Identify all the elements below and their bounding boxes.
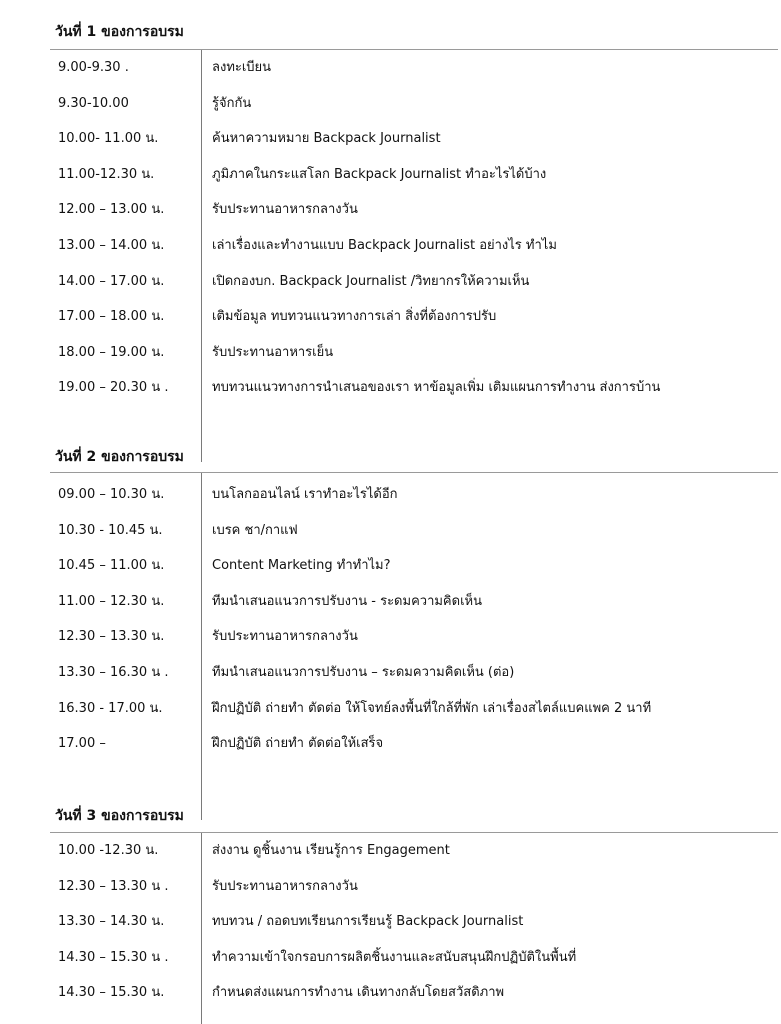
schedule-row xyxy=(0,94,781,114)
time-slot: 10.00- 11.00 น. xyxy=(58,131,159,147)
activity-description: บนโลกออนไลน์ เราทำอะไรได้อีก xyxy=(212,487,398,502)
day-3-divider xyxy=(50,832,778,833)
schedule-row xyxy=(0,378,781,398)
time-slot: 16.30 - 17.00 น. xyxy=(58,700,163,716)
time-slot: 9.00-9.30 . xyxy=(58,60,129,75)
schedule-row xyxy=(0,627,781,647)
schedule-row xyxy=(0,272,781,292)
activity-description: ฝึกปฏิบัติ ถ่ายทำ ตัดต่อ ให้โจทย์ลงพื้นที่ใกล้ที่พัก เล่าเรื่องสไตล์แบคแพค 2 นาที xyxy=(212,700,652,716)
schedule-row xyxy=(0,165,781,185)
time-slot: 11.00-12.30 น. xyxy=(58,166,155,182)
schedule-row xyxy=(0,343,781,363)
time-slot: 14.30 – 15.30 น. xyxy=(58,985,165,1001)
day-2-divider xyxy=(50,472,778,473)
activity-description: ทีมนำเสนอแนวการปรับงาน - ระดมความคิดเห็น xyxy=(212,593,482,609)
time-slot: 10.45 – 11.00 น. xyxy=(58,558,165,574)
schedule-row xyxy=(0,485,781,505)
activity-description: กำหนดส่งแผนการทำงาน เดินทางกลับโดยสวัสดิภาพ xyxy=(212,985,505,1001)
schedule-row xyxy=(0,307,781,327)
time-slot: 09.00 – 10.30 น. xyxy=(58,487,165,502)
activity-description: เบรค ชา/กาแฟ xyxy=(212,522,298,538)
time-slot: 10.00 -12.30 น. xyxy=(58,843,159,858)
activity-description: รู้จักกัน xyxy=(212,95,252,111)
time-slot: 17.00 – xyxy=(58,736,106,752)
time-slot: 12.30 – 13.30 น . xyxy=(58,878,169,894)
schedule-row xyxy=(0,592,781,612)
schedule-row xyxy=(0,556,781,576)
schedule-row xyxy=(0,521,781,541)
schedule-row xyxy=(0,841,781,861)
schedule-row xyxy=(0,58,781,78)
activity-description: รับประทานอาหารกลางวัน xyxy=(212,202,358,218)
time-slot: 9.30-10.00 xyxy=(58,95,129,111)
activity-description: รับประทานอาหารเย็น xyxy=(212,344,334,360)
schedule-row xyxy=(0,912,781,932)
activity-description: ลงทะเบียน xyxy=(212,60,272,75)
schedule-row xyxy=(0,236,781,256)
activity-description: ทบทวน / ถอดบทเรียนการเรียนรู้ Backpack Journalist xyxy=(212,914,524,930)
activity-description: รับประทานอาหารกลางวัน xyxy=(212,878,358,894)
day-1-title: วันที่ 1 ของการอบรม xyxy=(55,24,184,40)
time-slot: 12.30 – 13.30 น. xyxy=(58,629,165,645)
day-2-title: วันที่ 2 ของการอบรม xyxy=(55,449,184,465)
schedule-row xyxy=(0,129,781,149)
activity-description: ทบทวนแนวทางการนำเสนอของเรา หาข้อมูลเพิ่ม เติมแผนการทำงาน ส่งการบ้าน xyxy=(212,380,661,396)
time-slot: 14.30 – 15.30 น . xyxy=(58,949,169,965)
activity-description: ทำความเข้าใจกรอบการผลิตชิ้นงานและสนับสนุนฝึกปฏิบัติในพื้นที่ xyxy=(212,949,577,965)
activity-description: ค้นหาความหมาย Backpack Journalist xyxy=(212,131,441,147)
schedule-row xyxy=(0,663,781,683)
schedule-row xyxy=(0,734,781,754)
schedule-row xyxy=(0,200,781,220)
activity-description: ทีมนำเสนอแนวการปรับงาน – ระดมความคิดเห็น (ต่อ) xyxy=(212,665,515,680)
activity-description: รับประทานอาหารกลางวัน xyxy=(212,629,358,645)
schedule-row xyxy=(0,983,781,1003)
activity-description: ภูมิภาคในกระแสโลก Backpack Journalist ทำอะไรได้บ้าง xyxy=(212,166,547,182)
activity-description: เล่าเรื่องและทำงานแบบ Backpack Journalist อย่างไร ทำไม xyxy=(212,238,557,253)
time-slot: 18.00 – 19.00 น. xyxy=(58,344,165,360)
activity-description: ส่งงาน ดูชิ้นงาน เรียนรู้การ Engagement xyxy=(212,843,450,858)
schedule-row xyxy=(0,699,781,719)
time-slot: 12.00 – 13.00 น. xyxy=(58,202,165,218)
time-slot: 14.00 – 17.00 น. xyxy=(58,273,165,289)
activity-description: Content Marketing ทำทำไม? xyxy=(212,558,391,574)
time-slot: 13.30 – 14.30 น. xyxy=(58,914,165,930)
time-slot: 13.30 – 16.30 น . xyxy=(58,665,169,680)
activity-description: ฝึกปฏิบัติ ถ่ายทำ ตัดต่อให้เสร็จ xyxy=(212,736,384,752)
day-1-divider xyxy=(50,49,778,50)
schedule-row xyxy=(0,948,781,968)
time-slot: 11.00 – 12.30 น. xyxy=(58,593,165,609)
day-3-title: วันที่ 3 ของการอบรม xyxy=(55,808,184,824)
time-slot: 17.00 – 18.00 น. xyxy=(58,309,165,325)
time-slot: 19.00 – 20.30 น . xyxy=(58,380,169,396)
activity-description: เติมข้อมูล ทบทวนแนวทางการเล่า สิ่งที่ต้องการปรับ xyxy=(212,309,497,325)
schedule-row xyxy=(0,877,781,897)
time-slot: 13.00 – 14.00 น. xyxy=(58,238,165,253)
time-slot: 10.30 - 10.45 น. xyxy=(58,522,163,538)
activity-description: เปิดกองบก. Backpack Journalist /วิทยากรให้ความเห็น xyxy=(212,273,530,289)
